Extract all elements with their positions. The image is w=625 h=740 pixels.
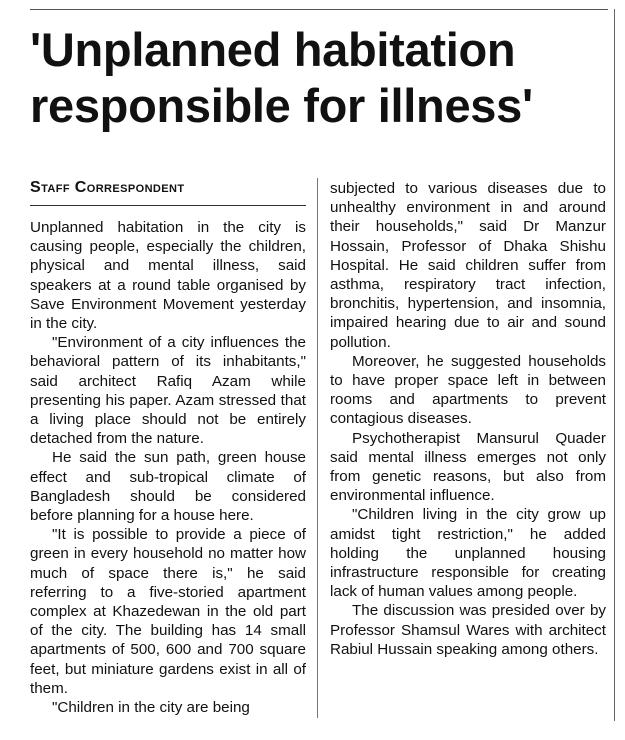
paragraph: "Children living in the city grow up amidst tight restriction," he added holding the unplanned housing infrastructure responsible for creating lack of human values among people.: [330, 506, 606, 601]
byline: Staff Correspondent: [30, 179, 185, 196]
paragraph: "It is possible to provide a piece of green in every household no matter how much of space there is," he said referring to a five-storied apartment complex at Khazedewan in the old part of the city. The building has 14 small apartments of 500, 600 and 700 square feet, but miniature gardens exist in all of them.: [30, 526, 306, 697]
paragraph: Moreover, he suggested households to have proper space left in between rooms and apartments to prevent contagious diseases.: [330, 352, 606, 428]
headline-line-2: responsible for illness': [30, 79, 533, 132]
article-column-right: [330, 179, 606, 659]
article-column-left: [30, 218, 306, 717]
paragraph: Unplanned habitation in the city is causing people, especially the children, physical and mental illness, said speakers at a round table organised by Save Environment Movement yesterday in the city.: [30, 219, 306, 333]
top-rule: [30, 9, 608, 10]
byline-rule: [30, 205, 306, 206]
right-border-rule: [614, 9, 615, 721]
paragraph: He said the sun path, green house effect and sub-tropical climate of Bangladesh should be considered before planning for a house here.: [30, 449, 306, 525]
paragraph: "Environment of a city influences the behavioral pattern of its inhabitants," said architect Rafiq Azam while presenting his paper. Azam stressed that a living place should not be entirely detached from the nature.: [30, 334, 306, 448]
paragraph: subjected to various diseases due to unhealthy environment in and around their households," said Dr Manzur Hossain, Professor of Dhaka Shishu Hospital. He said children suffer from asthma, respiratory tract infection, bronchitis, hypertension, and insomnia, impaired hearing due to air and sound pollution.: [330, 180, 606, 351]
column-divider: [317, 178, 318, 718]
paragraph: The discussion was presided over by Professor Shamsul Wares with architect Rabiul Hussain speaking among others.: [330, 602, 606, 658]
headline-line-1: 'Unplanned habitation: [30, 23, 516, 76]
headline: [30, 22, 610, 134]
paragraph: "Children in the city are being: [52, 699, 250, 717]
paragraph: Psychotherapist Mansurul Quader said mental illness emerges not only from genetic reasons, but also from environmental influence.: [330, 429, 606, 505]
